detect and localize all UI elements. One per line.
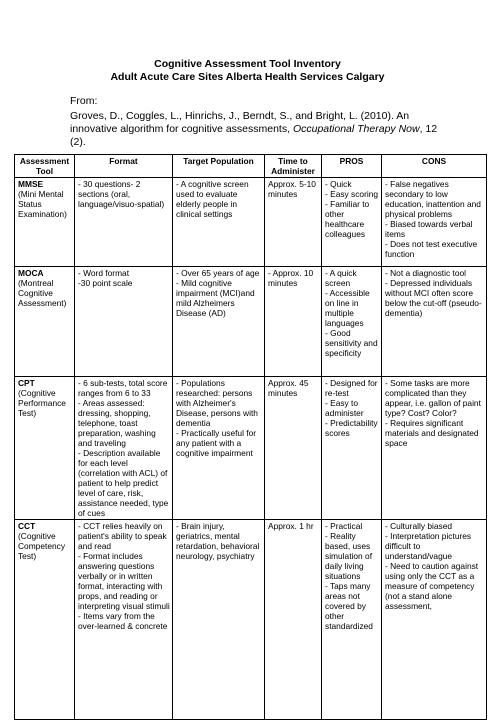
pros-item: - Reality based, uses simulation of daily living situations (325, 531, 373, 581)
cons-item: - Requires significant materials and designated space (385, 418, 479, 448)
tool-full-name: (Mini Mental Status Examination) (18, 189, 67, 219)
cell-assessment-tool (15, 178, 75, 267)
format-item: -30 point scale (78, 278, 133, 288)
cell-cons (382, 267, 487, 377)
cell-cons (382, 178, 487, 267)
header-assessment-tool: Assessment Tool (15, 155, 75, 178)
cell-pros (322, 267, 382, 377)
header-target-population: Target Population (173, 155, 265, 178)
target-item: - Practically useful for any patient with a cognitive impairment (176, 428, 257, 458)
cons-item: - Depressed individuals without MCI often score below the cut-off (pseudo-dementia) (385, 278, 482, 318)
from-label: From: (70, 95, 98, 107)
tool-full-name: (Cognitive Competency Test) (18, 531, 66, 561)
document-subtitle: Adult Acute Care Sites Alberta Health Services Calgary (110, 71, 385, 83)
pros-item: - A quick screen (325, 268, 357, 288)
cell-assessment-tool (15, 377, 75, 520)
table-row (15, 377, 487, 520)
tool-abbreviation: MOCA (18, 268, 44, 278)
cons-item: - Biased towards verbal items (385, 219, 473, 239)
cell-format (75, 178, 173, 267)
cons-item: - Not a diagnostic tool (385, 268, 467, 278)
cons-item: - Some tasks are more complicated than they appear, i.e. gallon of paint type? Cost? Color? (385, 378, 481, 418)
tool-abbreviation: CPT (18, 378, 35, 388)
cell-assessment-tool (15, 520, 75, 720)
cell-format (75, 267, 173, 377)
cell-format (75, 377, 173, 520)
format-item: - 30 questions- 2 sections (oral, language/visuo-spatial) (78, 179, 165, 209)
tool-abbreviation: MMSE (18, 179, 44, 189)
header-time-to-administer: Time to Administer (265, 155, 322, 178)
table-row (15, 520, 487, 720)
table-header-row (15, 155, 487, 178)
cell-target-population (173, 377, 265, 520)
pros-item: - Good sensitivity and specificity (325, 328, 378, 358)
header-cons: CONS (382, 155, 487, 178)
format-item: - CCT relies heavily on patient's ability to speak and read (78, 521, 167, 551)
cell-time (265, 178, 322, 267)
cons-item: - Culturally biased (385, 521, 453, 531)
document-title: Cognitive Assessment Tool Inventory (154, 58, 341, 70)
cell-target-population (173, 520, 265, 720)
cons-item: - Need to caution against using only the CCT as a measure of competency (not a stand alone assessment, (385, 561, 479, 611)
cell-pros (322, 178, 382, 267)
time-value: Approx. 1 hr (268, 521, 314, 531)
header-format: Format (75, 155, 173, 178)
table-row (15, 178, 487, 267)
time-value: Approx. 5-10 minutes (268, 179, 316, 199)
format-item: - Items vary from the over-learned & concrete (78, 611, 168, 631)
cell-pros (322, 377, 382, 520)
target-item: - Over 65 years of age (176, 268, 260, 278)
format-item: - Areas assessed: dressing, shopping, telephone, toast preparation, washing and traveling (78, 398, 156, 448)
table-row (15, 267, 487, 377)
cell-target-population (173, 267, 265, 377)
time-value: Approx. 45 minutes (268, 378, 309, 398)
pros-item: - Practical (325, 521, 363, 531)
cell-cons (382, 377, 487, 520)
cell-pros (322, 520, 382, 720)
citation-volume: , 12 (2). (70, 123, 438, 148)
time-value: - Approx. 10 minutes (268, 268, 314, 288)
pros-item: - Taps many areas not covered by other standardized (325, 581, 373, 631)
cell-time (265, 267, 322, 377)
citation-journal: Occupational Therapy Now (292, 123, 420, 135)
tool-abbreviation: CCT (18, 521, 36, 531)
cell-target-population (173, 178, 265, 267)
cell-assessment-tool (15, 267, 75, 377)
cons-item: - False negatives secondary to low education, inattention and physical problems (385, 179, 481, 219)
format-item: - 6 sub-tests, total score ranges from 6 to 33 (78, 378, 168, 398)
tool-full-name: (Montreal Cognitive Assessment) (18, 278, 67, 308)
cell-format (75, 520, 173, 720)
pros-item: - Accessible on line in multiple languages (325, 288, 370, 328)
target-item: - Mild cognitive impairment (MCI)and mild Alzheimers Disease (AD) (176, 278, 255, 318)
assessment-table (14, 154, 487, 720)
target-item: - Brain injury, geriatrics, mental retardation, behavioral neurology, psychiatry (176, 521, 260, 561)
cell-time (265, 377, 322, 520)
pros-item: - Quick (325, 179, 352, 189)
cons-item: - Does not test executive function (385, 239, 478, 259)
pros-item: - Easy to administer (325, 398, 364, 418)
header-pros: PROS (322, 155, 382, 178)
cell-cons (382, 520, 487, 720)
target-item: - Populations researched: persons with Alzheimer's Disease, persons with dementia (176, 378, 258, 428)
pros-item: - Easy scoring (325, 189, 379, 199)
format-item: - Word format (78, 268, 130, 278)
tool-full-name: (Cognitive Performance Test) (18, 388, 66, 418)
citation-text: Groves, D., Coggles, L., Hinrichs, J., Berndt, S., and Bright, L. (2010). An innovative algorithm for cognitive assessments, (70, 110, 410, 135)
citation (70, 110, 442, 149)
pros-item: - Familiar to other healthcare colleagues (325, 199, 370, 239)
format-item: - Format includes answering questions verbally or in written format, interacting with props, and reading or interpreting visual stimuli (78, 551, 170, 611)
pros-item: - Predictability scores (325, 418, 378, 438)
cell-time (265, 520, 322, 720)
format-item: - Description available for each level (correlation with ACL) of patient to help predict level of care, risk, assistance needed, type of cues (78, 448, 169, 518)
target-item: - A cognitive screen used to evaluate elderly people in clinical settings (176, 179, 249, 219)
cons-item: - Interpretation pictures difficult to understand/vague (385, 531, 472, 561)
pros-item: - Designed for re-test (325, 378, 378, 398)
